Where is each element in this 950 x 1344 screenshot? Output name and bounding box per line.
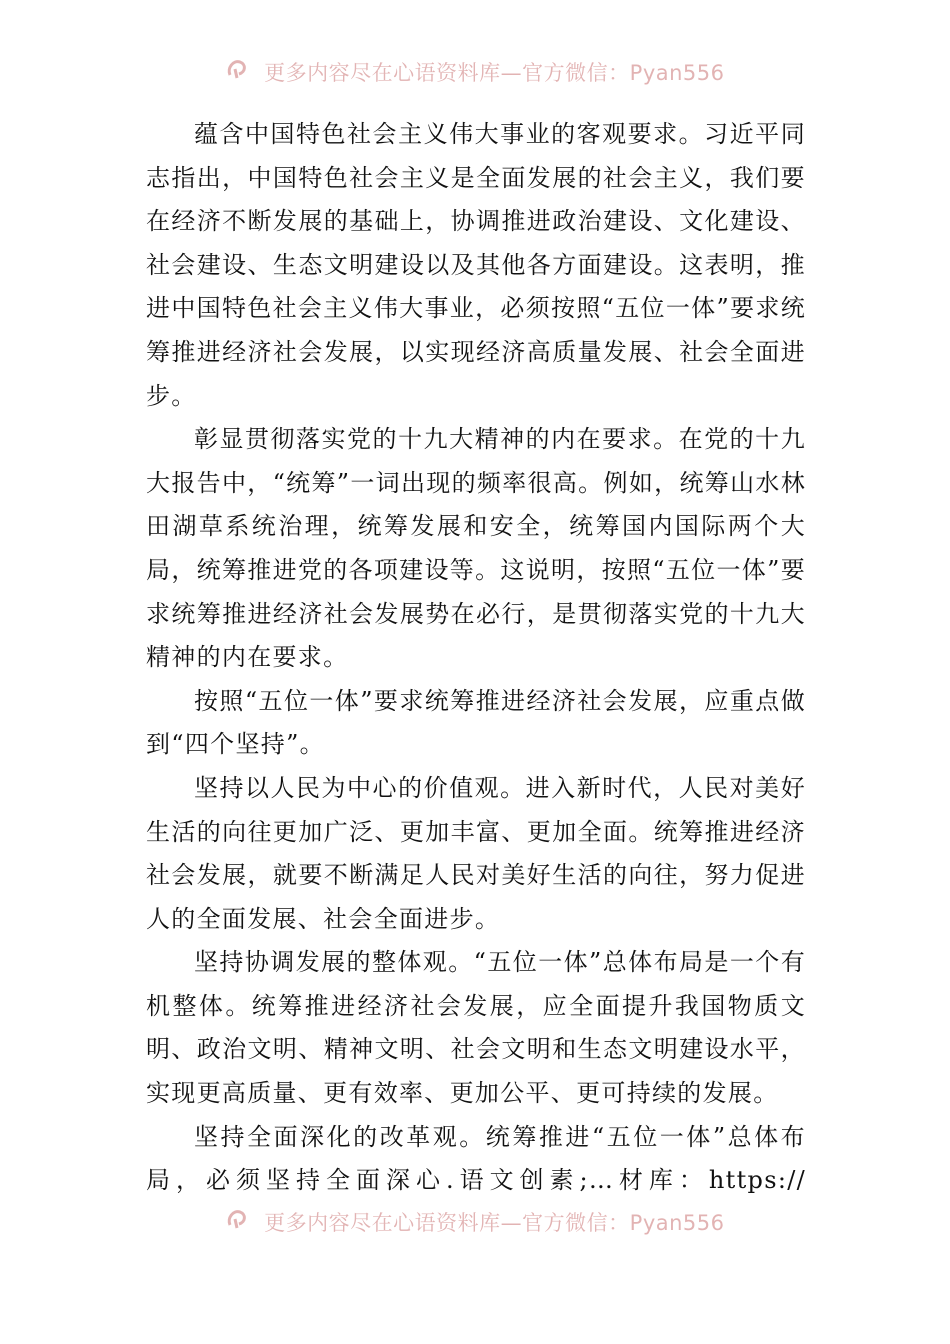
paragraph-3: 按照“五位一体”要求统筹推进经济社会发展，应重点做到“四个坚持”。 <box>146 686 806 759</box>
logo-icon <box>225 1206 251 1240</box>
paragraph-1: 蕴含中国特色社会主义伟大事业的客观要求。习近平同志指出，中国特色社会主义是全面发展的社会主义，我们要在经济不断发展的基础上，协调推进政治建设、文化建设、社会建设、生态文明建设以及其他各方面建设。这表明，推进中国特色社会主义伟大事业，必须按照“五位一体”要求统筹推进经济社会发展，以实现经济高质量发展、社会全面进步。 <box>146 120 806 410</box>
document-body <box>146 113 806 1203</box>
watermark-footer <box>0 1206 950 1240</box>
paragraph-4: 坚持以人民为中心的价值观。进入新时代，人民对美好生活的向往更加广泛、更加丰富、更加全面。统筹推进经济社会发展，就要不断满足人民对美好生活的向往，努力促进人的全面发展、社会全面进步。 <box>146 773 806 933</box>
logo-icon <box>225 56 251 90</box>
watermark-text: 更多内容尽在心语资料库—官方微信：Pyan556 <box>264 61 725 85</box>
watermark-header <box>0 56 950 90</box>
watermark-text: 更多内容尽在心语资料库—官方微信：Pyan556 <box>264 1211 725 1235</box>
paragraph-2: 彰显贯彻落实党的十九大精神的内在要求。在党的十九大报告中，“统筹”一词出现的频率很高。例如，统筹山水林田湖草系统治理，统筹发展和安全，统筹国内国际两个大局，统筹推进党的各项建设等。这说明，按照“五位一体”要求统筹推进经济社会发展势在必行，是贯彻落实党的十九大精神的内在要求。 <box>146 425 806 672</box>
paragraph-5: 坚持协调发展的整体观。“五位一体”总体布局是一个有机整体。统筹推进经济社会发展，应全面提升我国物质文明、政治文明、精神文明、社会文明和生态文明建设水平，实现更高质量、更有效率、更加公平、更可持续的发展。 <box>146 948 806 1108</box>
paragraph-6: 坚持全面深化的改革观。统筹推进“五位一体”总体布局，必须坚持全面深心.语文创素;…材库：https:// <box>146 1122 806 1195</box>
